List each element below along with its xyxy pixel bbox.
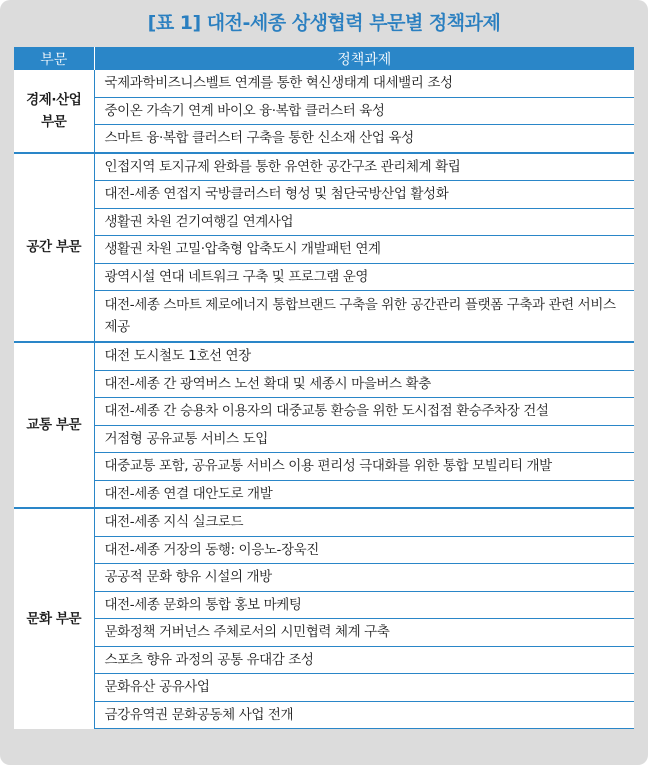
table-row [14,564,634,592]
table-row [14,674,634,702]
policy-item: 생활권 차원 걷기여행길 연계사업 [94,208,634,236]
policy-item: 대전-세종 간 광역버스 노선 확대 및 세종시 마을버스 확충 [94,370,634,398]
table-row [14,398,634,426]
table-row [14,125,634,153]
policy-item: 금강유역권 문화공동체 사업 전개 [94,701,634,729]
policy-item: 대전-세종 연접지 국방클러스터 형성 및 첨단국방산업 활성화 [94,181,634,209]
category-label: 경제·산업 부문 [26,91,82,130]
header-category: 부문 [14,47,94,70]
policy-item: 대전-세종 간 승용차 이용자의 대중교통 환승을 위한 도시접점 환승주차장 건설 [94,398,634,426]
table-row [14,646,634,674]
table-row [14,425,634,453]
policy-table [14,47,634,729]
table-row [14,701,634,729]
policy-item: 대전-세종 스마트 제로에너지 통합브랜드 구축을 위한 공간관리 플랫폼 구축과 관련 서비스 제공 [94,291,634,343]
category-culture: 문화 부문 [14,508,94,729]
table-row [14,153,634,181]
table-row [14,291,634,343]
policy-item: 거점형 공유교통 서비스 도입 [94,425,634,453]
table-header-row [14,47,634,70]
table-row [14,97,634,125]
table-row [14,70,634,97]
category-space: 공간 부문 [14,153,94,343]
policy-item: 국제과학비즈니스벨트 연계를 통한 혁신생태계 대세밸리 조성 [104,75,453,92]
policy-item: 광역시설 연대 네트워크 구축 및 프로그램 운영 [94,263,634,291]
table-row [14,619,634,647]
table-row [14,263,634,291]
header-policy: 정책과제 [94,47,634,70]
policy-item: 대전-세종 연결 대안도로 개발 [94,480,634,508]
policy-item: 대전-세종 거장의 동행: 이응노-장욱진 [94,536,634,564]
table-title: [표 1] 대전-세종 상생협력 부문별 정책과제 [147,12,501,34]
table-row [14,208,634,236]
policy-item: 인접지역 토지규제 완화를 통한 유연한 공간구조 관리체계 확립 [94,153,634,181]
policy-item: 스포츠 향유 과정의 공통 유대감 조성 [94,646,634,674]
table-row [14,370,634,398]
policy-item: 대전 도시철도 1호선 연장 [94,342,634,370]
policy-item: 스마트 융·복합 클러스터 구축을 통한 신소재 산업 육성 [94,125,634,153]
policy-item: 대전-세종 문화의 통합 홍보 마케팅 [94,591,634,619]
table-row [14,181,634,209]
policy-item: 중이온 가속기 연계 바이오 융·복합 클러스터 육성 [94,97,634,125]
policy-item: 공공적 문화 향유 시설의 개방 [94,564,634,592]
policy-item: 대전-세종 지식 실크로드 [94,508,634,536]
table-row [14,480,634,508]
policy-item: 문화정책 거버넌스 주체로서의 시민협력 체계 구축 [94,619,634,647]
table-row [14,236,634,264]
policy-item: 문화유산 공유사업 [94,674,634,702]
policy-item: 대중교통 포함, 공유교통 서비스 이용 편리성 극대화를 위한 통합 모빌리티 개발 [94,453,634,481]
category-economy-industry [14,70,94,153]
table-row [14,342,634,370]
category-transport: 교통 부문 [14,342,94,508]
table-row [14,508,634,536]
table-row [14,536,634,564]
table-row [14,591,634,619]
policy-item: 생활권 차원 고밀·압축형 압축도시 개발패턴 연계 [94,236,634,264]
table-row [14,453,634,481]
